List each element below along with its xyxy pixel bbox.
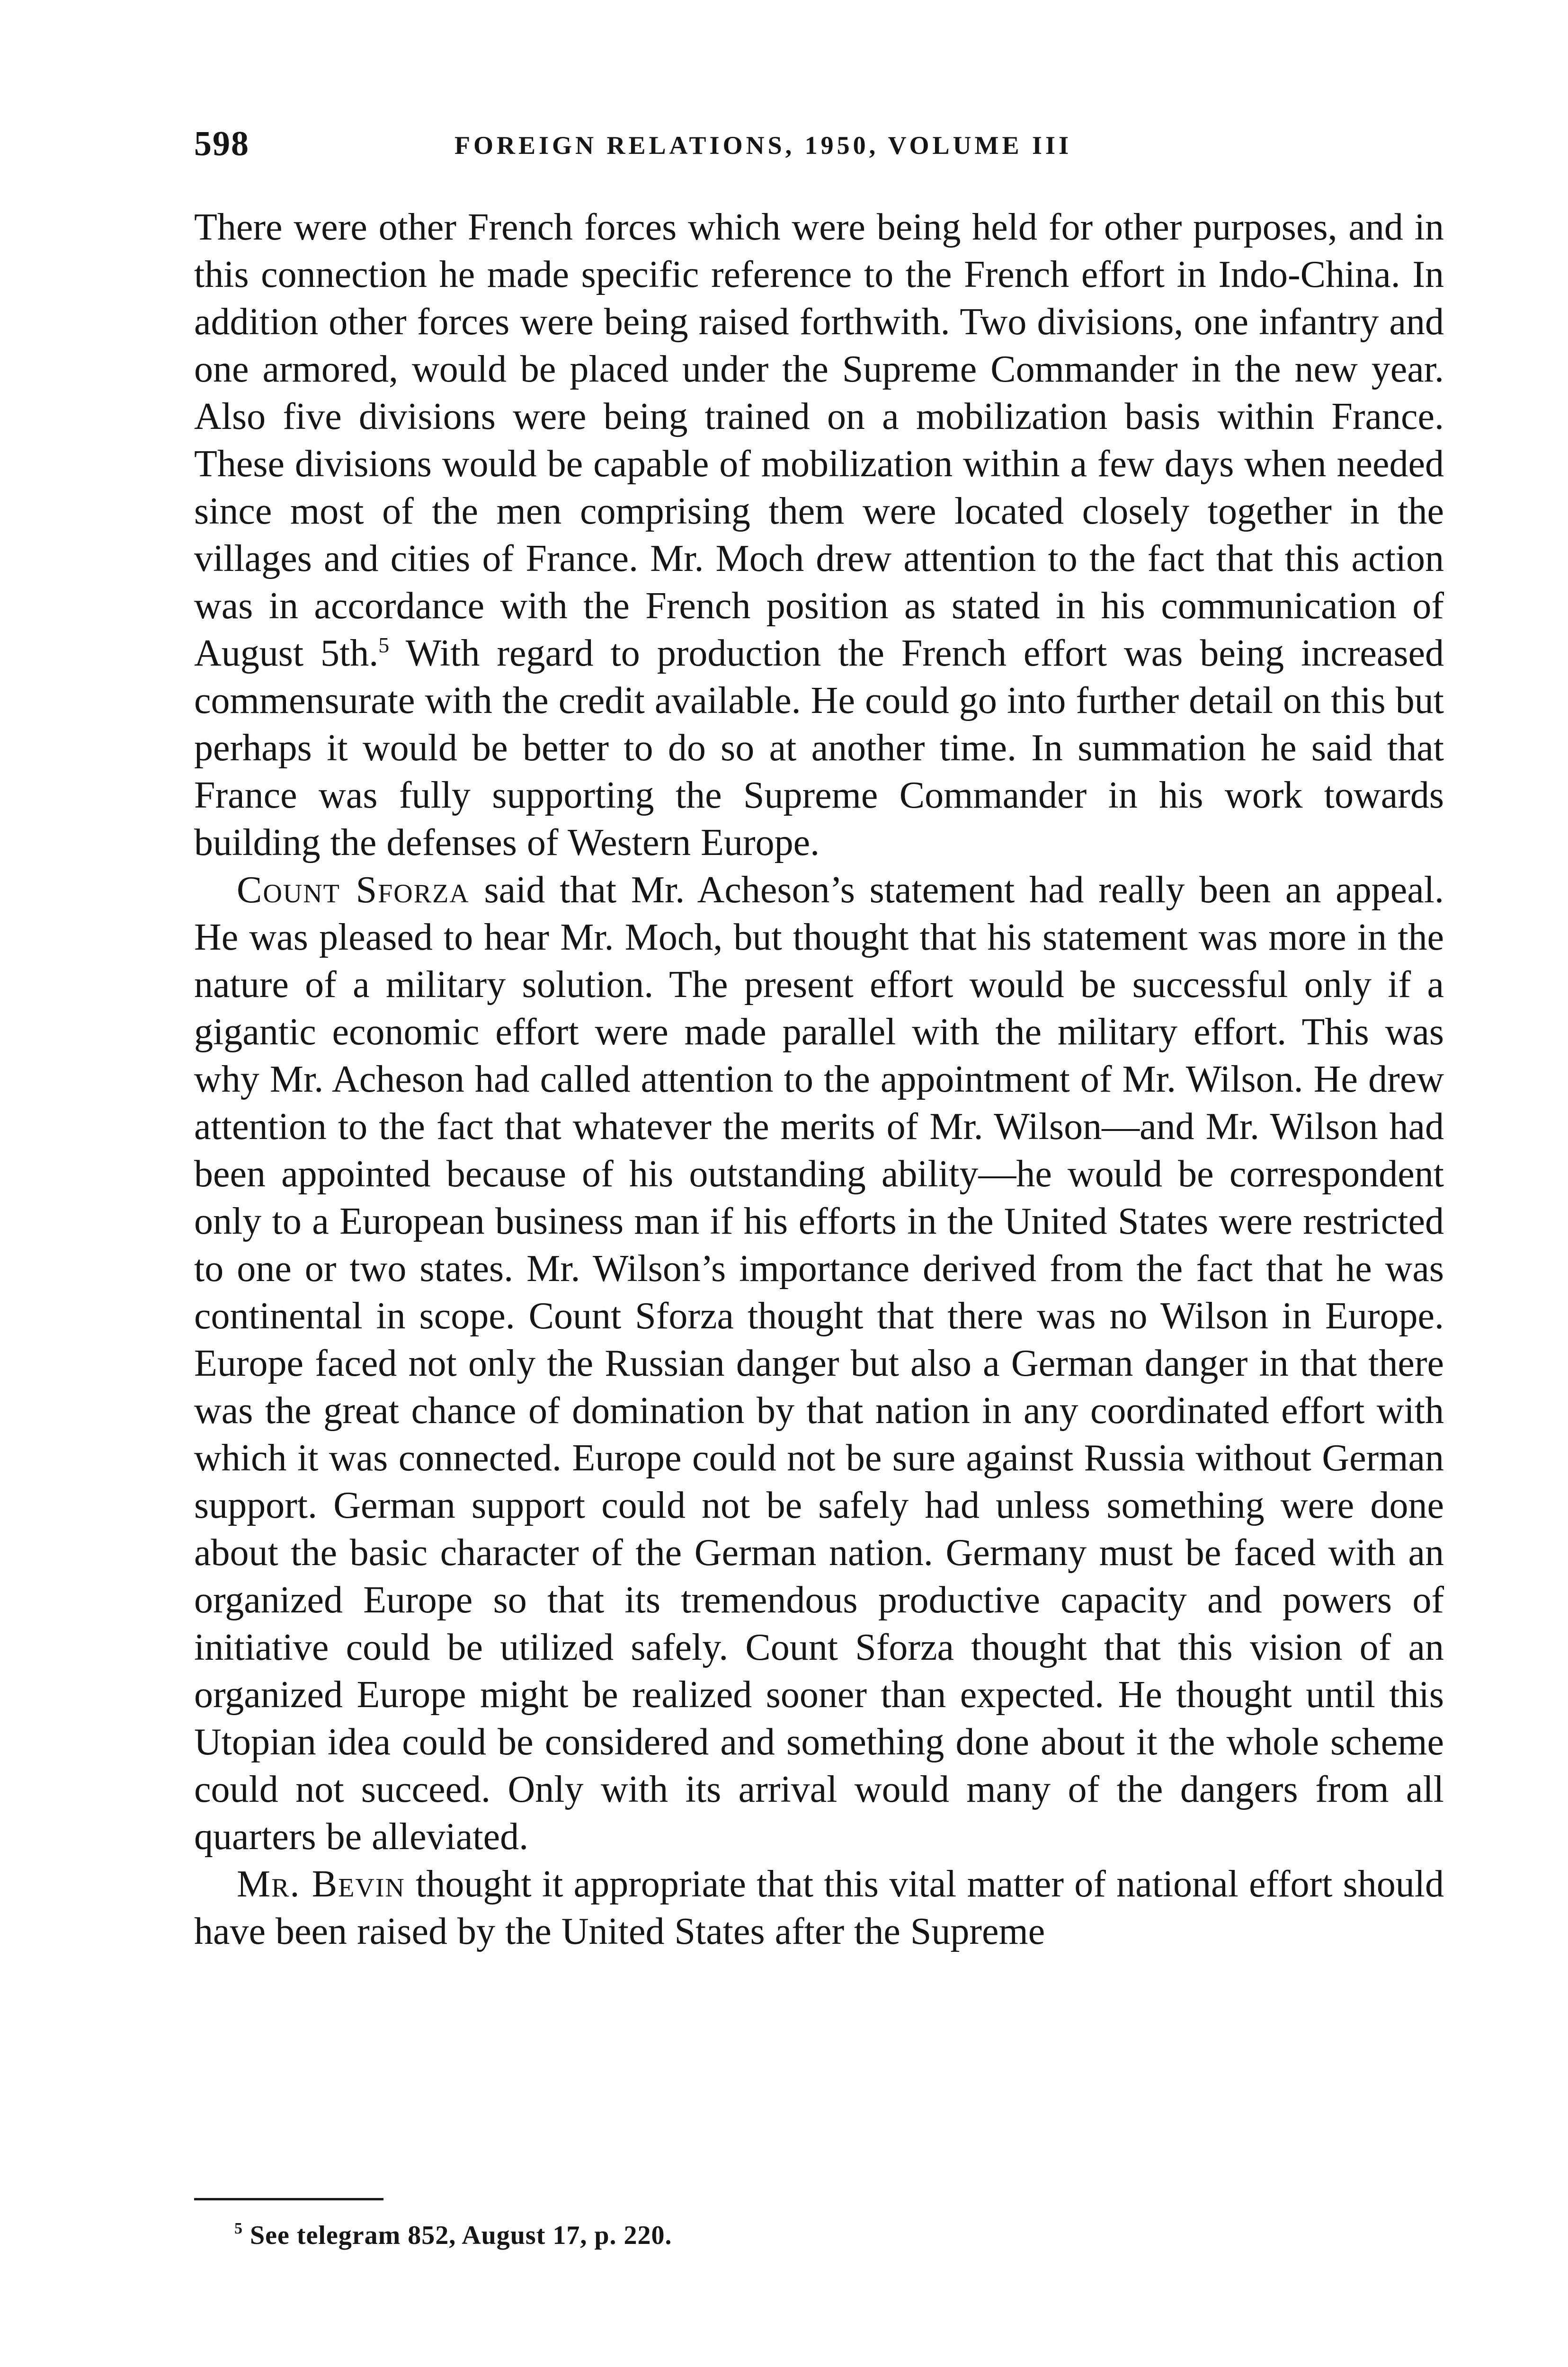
footnote xyxy=(234,2220,672,2251)
footnote-marker: 5 xyxy=(234,2220,243,2237)
paragraph-moch-continued xyxy=(194,204,1444,866)
paragraph-bevin xyxy=(194,1860,1444,1955)
paragraph-text: With regard to production the French effort was being increased commensurate with the credit available. He could go into further detail on this but perhaps it would be better to do so at another time. In summation he said that France was fully supporting the Supreme Commander in his work towards building the defenses of Western Europe. xyxy=(194,632,1444,863)
footnote-reference: 5 xyxy=(378,633,390,657)
paragraph-text: thought it appropriate that this vital matter of national effort should have been raised by the United States after the Supreme xyxy=(194,1863,1444,1952)
paragraph-text: There were other French forces which were being held for other purposes, and in this connection he made specific reference to the French effort in Indo-China. In addition other forces were being raised forthwith. Two divisions, one infantry and one armored, would be placed under the Supreme Commander in the new year. Also five divisions were being trained on a mobilization basis within France. These divisions would be capable of mobilization within a few days when needed since most of the men comprising them were located closely together in the villages and cities of France. Mr. Moch drew attention to the fact that this action was in accordance with the French position as stated in his communication of August 5th. xyxy=(194,206,1444,674)
speaker-name: Mr. Bevin xyxy=(237,1863,405,1905)
page-number: 598 xyxy=(194,125,249,163)
footnote-text: See telegram 852, August 17, p. 220. xyxy=(243,2221,672,2250)
running-title: FOREIGN RELATIONS, 1950, VOLUME III xyxy=(454,131,1072,160)
running-head xyxy=(194,124,1444,167)
footnote-divider xyxy=(194,2198,383,2200)
body-text xyxy=(194,204,1444,1955)
paragraph-text: said that Mr. Acheson’s statement had really been an appeal. He was pleased to hear Mr. Moch, but thought that his statement was more in the nature of a military solution. The present effort would be successful only if a gigantic economic effort were made parallel with the military effort. This was why Mr. Acheson had called attention to the appointment of Mr. Wilson. He drew attention to the fact that whatever the merits of Mr. Wilson—and Mr. Wilson had been appointed because of his outstanding ability—he would be correspondent only to a European business man if his efforts in the United States were restricted to one or two states. Mr. Wilson’s importance derived from the fact that he was continental in scope. Count Sforza thought that there was no Wilson in Europe. Europe faced not only the Russian danger but also a German danger in that there was the great chance of domination by that nation in any coordinated effort with which it was connected. Europe could not be sure against Russia without German support. German support could not be safely had unless something were done about the basic character of the German nation. Germany must be faced with an organized Europe so that its tremendous productive capacity and powers of initiative could be utilized safely. Count Sforza thought that this vision of an organized Europe might be realized sooner than expected. He thought until this Utopian idea could be considered and something done about it the whole scheme could not succeed. Only with its arrival would many of the dangers from all quarters be alleviated. xyxy=(194,869,1444,1858)
paragraph-sforza xyxy=(194,866,1444,1860)
speaker-name: Count Sforza xyxy=(237,869,470,911)
